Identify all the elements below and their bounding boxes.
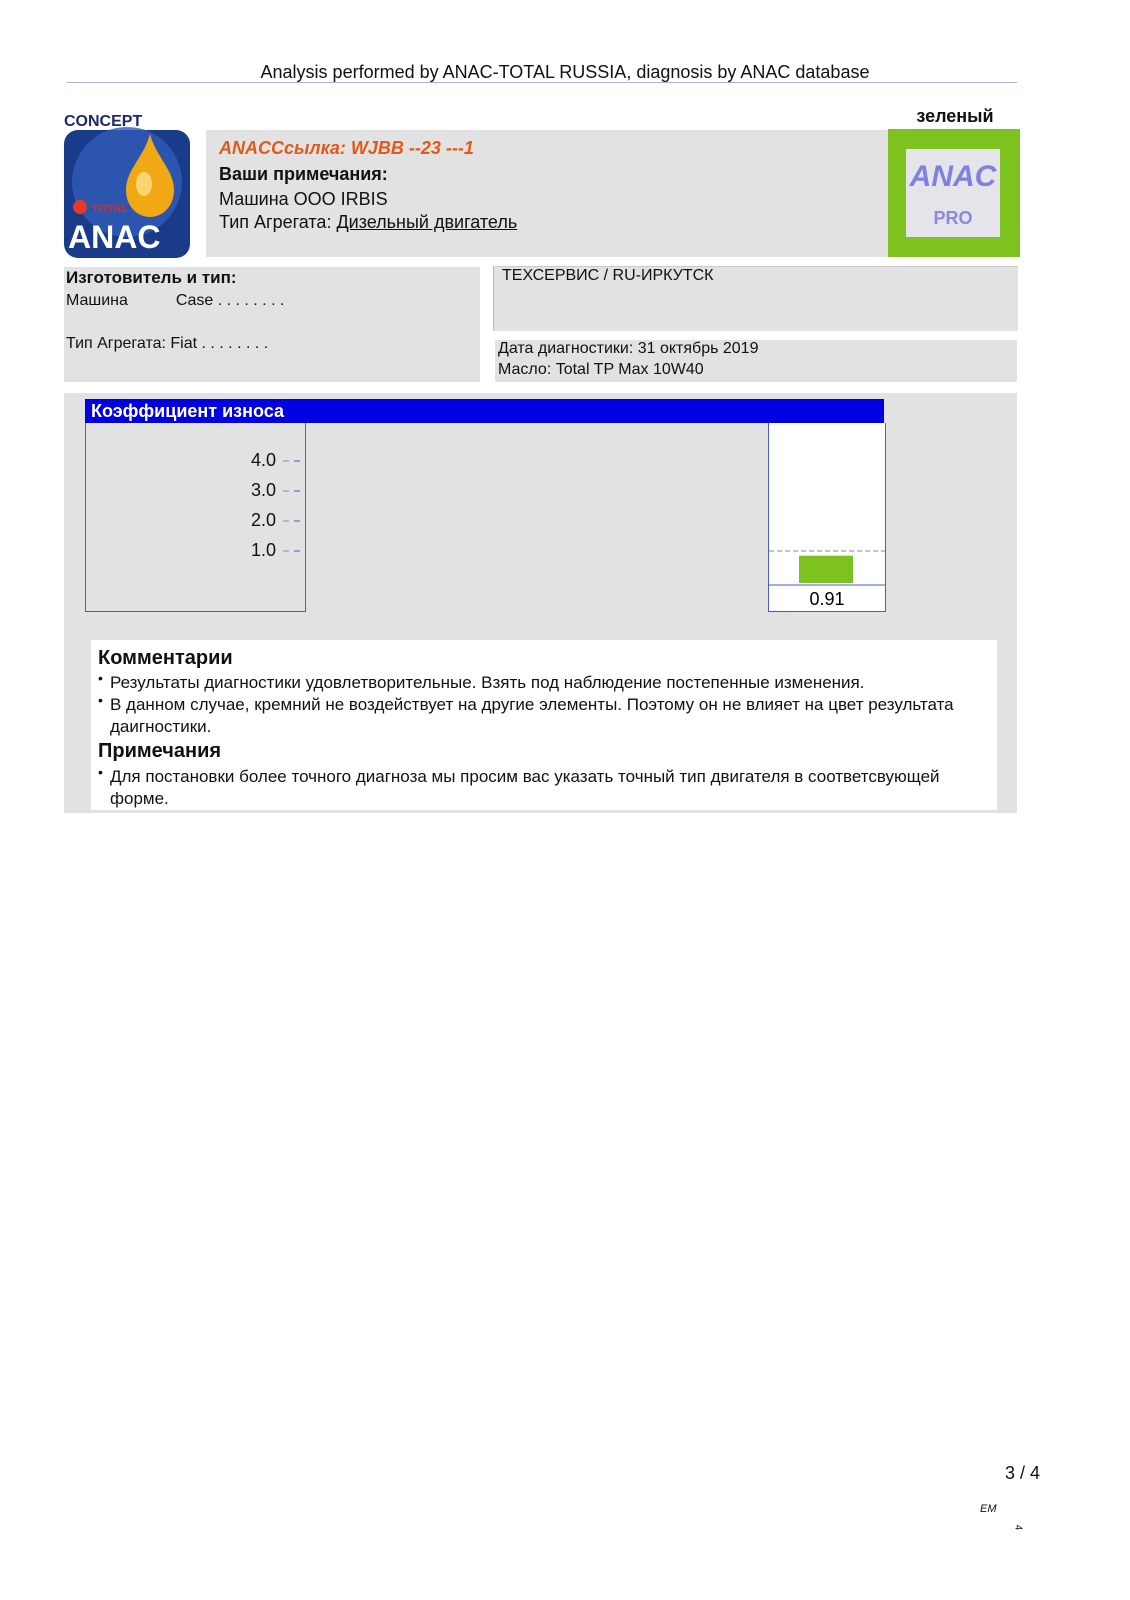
tick-marks <box>281 423 305 611</box>
status-color-label: зеленый <box>916 106 994 126</box>
bar-value-label: 0.91 <box>809 589 845 609</box>
anac-reference: ANACСсылка: WJBB --23 ---1 <box>219 138 474 158</box>
notes-heading: Ваши примечания: <box>219 164 388 184</box>
aggregate-type: Тип Агрегата: Дизельный двигатель <box>219 212 518 232</box>
diagnostic-oil: Масло: Total TP Max 10W40 <box>498 361 704 378</box>
aggregate-type-link: Дизельный двигатель <box>336 212 518 232</box>
tick-label-3: 3.0 <box>250 480 276 500</box>
anac-concept-logo <box>64 112 194 258</box>
page-number: 3 / 4 <box>1005 1463 1041 1483</box>
chart-bar-panel <box>768 423 886 612</box>
tick-label-1: 1.0 <box>250 540 276 560</box>
footer-initials: EM <box>980 1503 997 1515</box>
manufacturer-machine-value: Case . . . . . . . . <box>175 292 285 309</box>
comment-item: • Результаты диагностики удовлетворительные. Взять под наблюдение постепенные изменения. <box>98 670 865 692</box>
comment-item: • В данном случае, кремний не воздействует на другие элементы. Поэтому он не влияет на цвет результата даигностики. <box>98 692 954 736</box>
header-title: Analysis performed by ANAC-TOTAL RUSSIA, diagnosis by ANAC database <box>260 62 870 82</box>
chart-title: Коэффициент износа <box>85 399 884 423</box>
chart-axis-panel <box>85 423 306 612</box>
tick-label-4: 4.0 <box>250 450 276 470</box>
service-name: ТЕХСЕРВИС / RU-ИРКУТСК <box>502 267 714 284</box>
chart-bar-area <box>769 423 885 611</box>
manufacturer-aggregate: Тип Агрегата: Fiat . . . . . . . . <box>66 335 269 352</box>
footer-mark: 4 <box>1012 1524 1024 1531</box>
machine-name: Машина ООО IRBIS <box>219 189 388 209</box>
manufacturer-heading: Изготовитель и тип: <box>66 268 237 287</box>
manufacturer-machine <box>66 292 284 310</box>
logo-concept-text: CONCEPT <box>64 113 143 130</box>
logo-anac-text: ANAC <box>68 219 161 255</box>
diagnostic-date: Дата диагностики: 31 октябрь 2019 <box>498 340 759 357</box>
manufacturer-machine-label: Машина <box>66 292 128 309</box>
badge-anac-text: ANAC <box>909 160 997 193</box>
remarks-heading: Примечания <box>98 740 222 762</box>
remark-item: • Для постановки более точного диагноза мы просим вас указать точный тип двигателя в соответсвующей форме. <box>98 764 940 808</box>
wear-bar <box>799 556 853 583</box>
tick-label-2: 2.0 <box>250 510 276 530</box>
badge-pro-text: PRO <box>933 208 973 228</box>
comments-heading: Комментарии <box>98 647 233 669</box>
logo-total-text: TOTAL <box>92 203 128 215</box>
